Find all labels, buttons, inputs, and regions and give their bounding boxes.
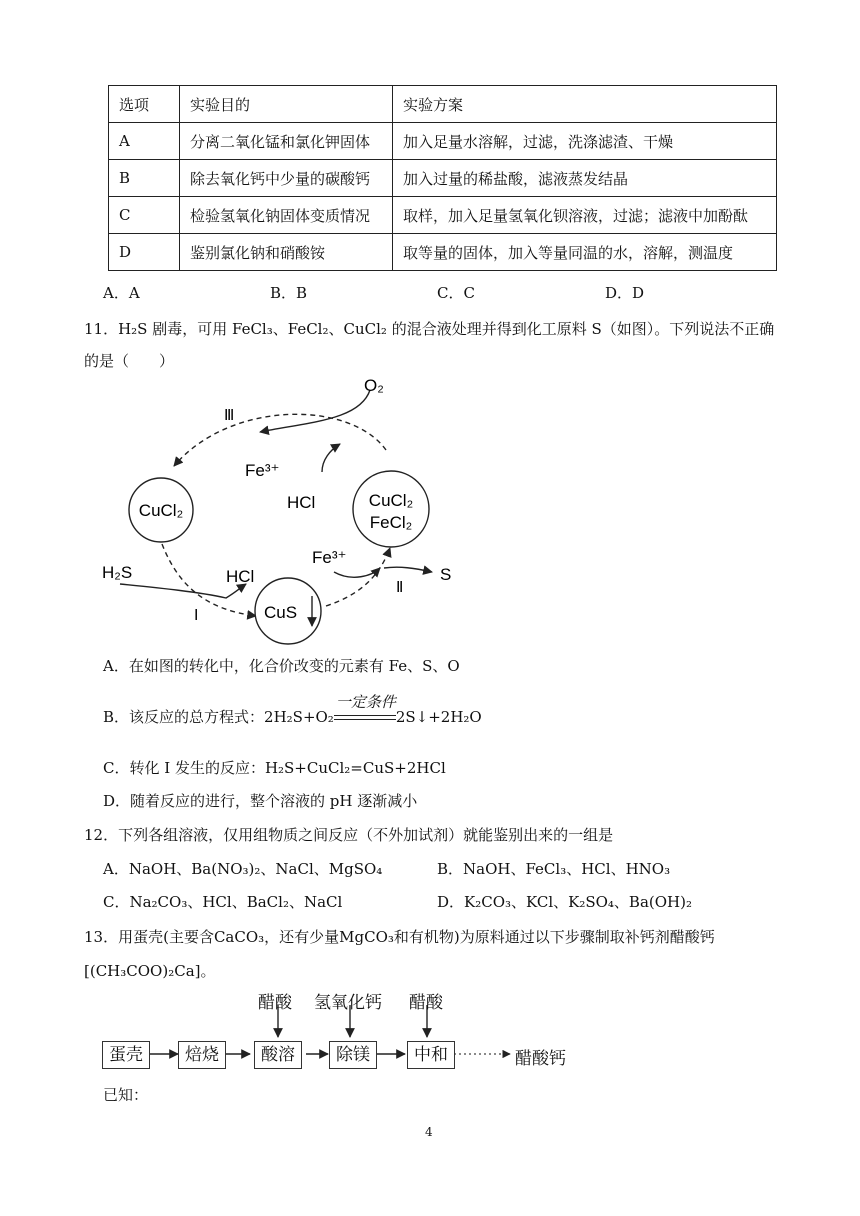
reagent-acetic-acid-1: 醋酸 xyxy=(258,993,292,1013)
hcl-top-label: HCl xyxy=(287,493,316,512)
page-number: 4 xyxy=(425,1125,433,1139)
step3-label: Ⅲ xyxy=(224,407,235,424)
q12-stem: 12．下列各组溶液，仅用组物质之间反应（不外加试剂）就能鉴别出来的一组是 xyxy=(84,826,614,844)
step1-label: Ⅰ xyxy=(194,607,199,624)
experiment-table xyxy=(108,85,777,271)
cus-label: CuS xyxy=(264,603,298,622)
cucl2-label: CuCl₂ xyxy=(138,501,184,520)
table-cell: 加入足量水溶解，过滤，洗涤滤渣、干燥 xyxy=(393,123,777,160)
table-cell: D xyxy=(109,234,180,271)
sulfur-cycle-diagram xyxy=(90,370,510,650)
condition-equals-sign xyxy=(334,693,396,725)
h2s-label: H₂S xyxy=(102,563,133,582)
q11-option-b-suffix: 2S↓+2H₂O xyxy=(395,708,482,726)
q11-option-a: A．在如图的转化中，化合价改变的元素有 Fe、S、O xyxy=(103,657,460,675)
table-cell: 取等量的固体，加入等量同温的水，溶解，测温度 xyxy=(393,234,777,271)
q13-stem-line1: 13．用蛋壳(主要含CaCO₃，还有少量MgCO₃和有机物)为原料通过以下步骤制取补钙剂醋酸钙 xyxy=(84,928,715,946)
reagent-acetic-acid-2: 醋酸 xyxy=(409,993,443,1013)
o2-label: O₂ xyxy=(364,376,384,395)
table-header-row xyxy=(109,86,777,123)
q12-option-c: C．Na₂CO₃、HCl、BaCl₂、NaCl xyxy=(103,893,343,911)
table-cell: 检验氢氧化钠固体变质情况 xyxy=(180,197,393,234)
q10-option-b: B．B xyxy=(270,284,308,302)
table-cell: 加入过量的稀盐酸，滤液蒸发结晶 xyxy=(393,160,777,197)
q13-stem-line2: [(CH₃COO)₂Ca]。 xyxy=(84,962,216,980)
o2-arrow xyxy=(260,390,370,432)
table-row xyxy=(109,160,777,197)
fe3-bottom-arrow xyxy=(334,568,380,577)
q11-option-c: C．转化 I 发生的反应：H₂S+CuCl₂=CuS+2HCl xyxy=(103,759,446,777)
fe3-top-label: Fe³⁺ xyxy=(245,461,280,480)
flow-step-eggshell: 蛋壳 xyxy=(102,1041,150,1069)
q11-stem-line2: 的是（ ） xyxy=(84,352,175,370)
q12-option-d: D．K₂CO₃、KCl、K₂SO₄、Ba(OH)₂ xyxy=(437,893,692,911)
h2s-arrow xyxy=(120,584,246,598)
step3-dashed-arrow xyxy=(174,414,386,466)
table-cell: A xyxy=(109,123,180,160)
hcl-bottom-label: HCl xyxy=(226,567,255,586)
flow-step-remove-mg: 除镁 xyxy=(329,1041,377,1069)
table-header-cell: 实验目的 xyxy=(180,86,393,123)
q11-option-d: D．随着反应的进行，整个溶液的 pH 逐渐减小 xyxy=(103,792,418,810)
flow-step-neutralize: 中和 xyxy=(407,1041,455,1069)
q12-option-a: A．NaOH、Ba(NO₃)₂、NaCl、MgSO₄ xyxy=(103,860,383,878)
table-cell: 除去氧化钙中少量的碳酸钙 xyxy=(180,160,393,197)
reagent-calcium-hydroxide: 氢氧化钙 xyxy=(314,993,382,1013)
cucl2-label-2: CuCl₂ xyxy=(368,491,414,510)
q11-option-b xyxy=(103,693,482,727)
flow-step-roasting: 焙烧 xyxy=(178,1041,226,1069)
step2-label: Ⅱ xyxy=(396,579,404,596)
q10-option-c: C．C xyxy=(437,284,475,302)
hcl-up-arrow xyxy=(322,444,340,472)
flow-product: 醋酸钙 xyxy=(515,1049,566,1069)
s-arrow xyxy=(384,567,432,572)
table-header-cell: 选项 xyxy=(109,86,180,123)
table-cell: 分离二氧化锰和氯化钾固体 xyxy=(180,123,393,160)
table-cell: C xyxy=(109,197,180,234)
flow-step-acid-dissolve: 酸溶 xyxy=(254,1041,302,1069)
s-label: S xyxy=(440,565,452,584)
table-row xyxy=(109,123,777,160)
table-cell: 鉴别氯化钠和硝酸铵 xyxy=(180,234,393,271)
q11-stem-line1: 11．H₂S 剧毒，可用 FeCl₃、FeCl₂、CuCl₂ 的混合液处理并得到化工原料 S（如图）。下列说法不正确 xyxy=(84,320,775,338)
table-row xyxy=(109,234,777,271)
q12-option-b: B．NaOH、FeCl₃、HCl、HNO₃ xyxy=(437,860,671,878)
q13-known: 已知： xyxy=(103,1086,149,1104)
q11-option-b-prefix: B．该反应的总方程式：2H₂S+O₂ xyxy=(103,708,334,726)
q10-option-d: D．D xyxy=(605,284,645,302)
q10-option-a: A．A xyxy=(103,284,140,302)
table-row xyxy=(109,197,777,234)
table-cell: B xyxy=(109,160,180,197)
reaction-condition: 一定条件 xyxy=(335,693,396,711)
fecl2-label: FeCl₂ xyxy=(369,513,413,532)
table-cell: 取样，加入足量氢氧化钡溶液，过滤；滤液中加酚酞 xyxy=(393,197,777,234)
table-header-cell: 实验方案 xyxy=(393,86,777,123)
fe3-bottom-label: Fe³⁺ xyxy=(312,548,347,567)
